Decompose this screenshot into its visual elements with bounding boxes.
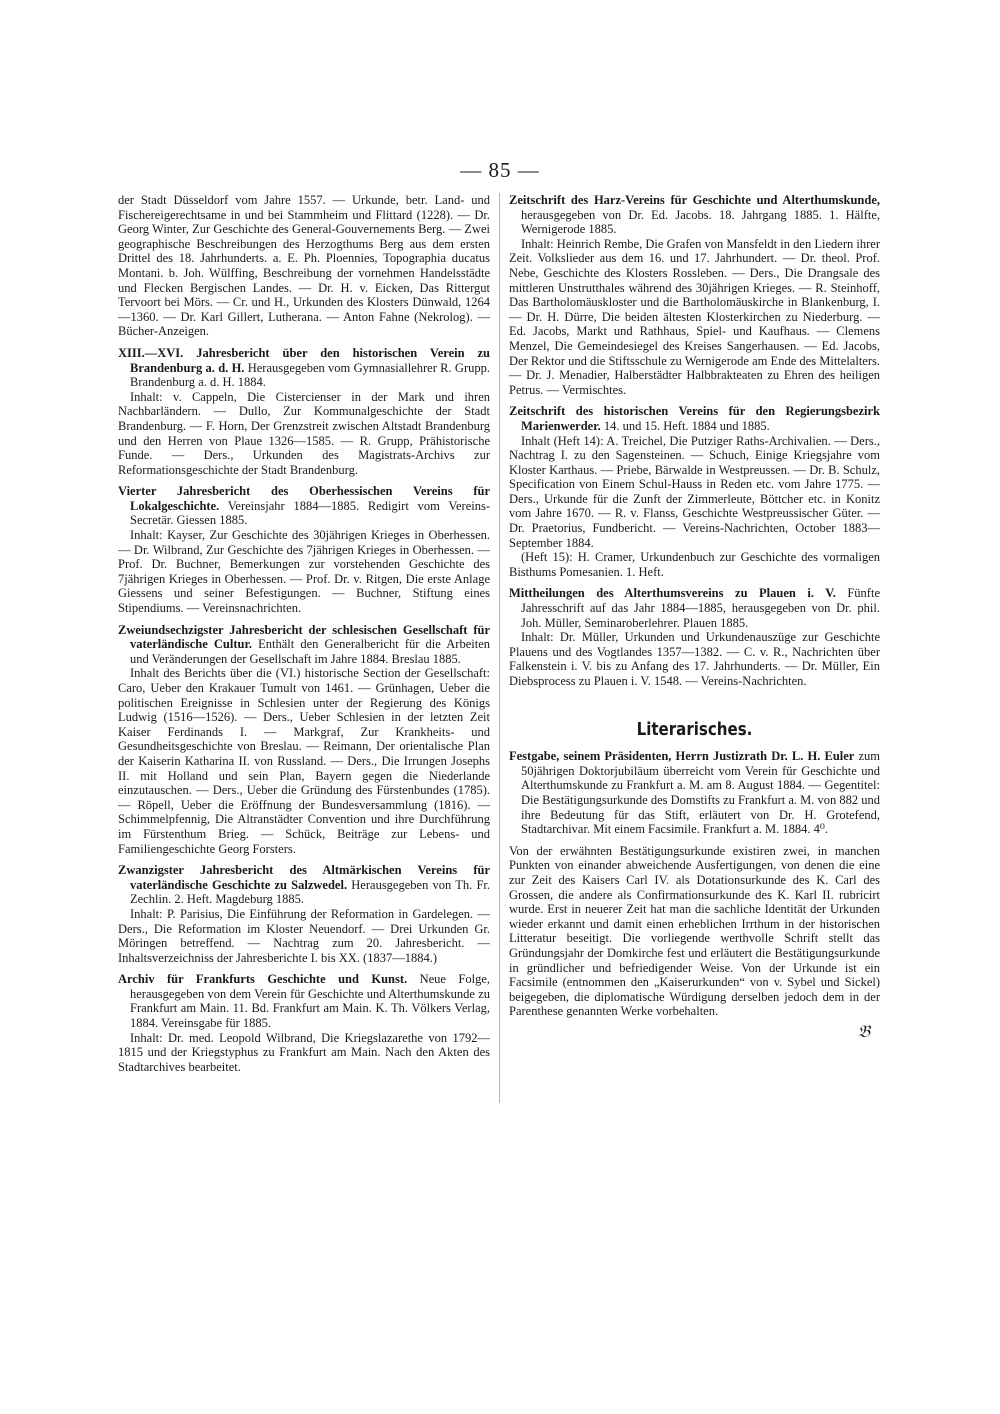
entry-inhalt: Inhalt: Dr. med. Leopold Wilbrand, Die Kriegslazarethe von 1792—1815 und der Kriegstyphus zu Frankfurt am Main. Nach den Akten des Stadtarchives bearbeitet. — [118, 1030, 490, 1074]
review-paragraph: Von der erwähnten Bestätigungsurkunde existiren zwei, in manchen Punkten von einander abweichende Ausfertigungen, von denen die eine zur Zeit des Kaisers Carl IV. als Dotationsurkunde des K. Carl des Grossen, die andere als Confirmationsurkunde des K. Karl II. rubricirt wurde. Erst in neuerer Zeit hat man die sachliche Identität der Urkunden wieder erkannt und damit einen erheblichen Irrthum in der historischen Litteratur beseitigt. Die vorliegende werthvolle Schrift stellt das Gründungsjahr der Domkirche fest und erläutert die Bestätigungsurkunde in gründlicher und befriedigender Weise. Von der Urkunde ist ein Facsimile (entnommen den „Kaiserurkunden“ von v. Sybel und Sickel) beigegeben, die diplomatische Würdigung derselben jedoch dem in der Parenthese genannten Werke vorbehalten. — [509, 843, 880, 1019]
entry-inhalt-heft-15: (Heft 15): H. Cramer, Urkundenbuch zur Geschichte des vormaligen Bisthums Pomesanien. 1. Heft. — [509, 550, 880, 579]
entry-title: XIII.—XVI. Jahresbericht über den historischen Verein zu Brandenburg a. d. H. — [118, 345, 490, 375]
page-number: — 85 — — [460, 158, 540, 182]
entry-heading — [118, 346, 490, 390]
entry-text: Fünfte Jahresschrift auf das Jahr 1884—1885, herausgegeben von Dr. phil. Joh. Müller, Seminaroberlehrer. Plauen 1885. — [521, 586, 880, 630]
entry-festgabe — [509, 749, 880, 837]
entry-title: Zeitschrift des Harz-Vereins für Geschichte und Alterthumskunde, — [509, 193, 880, 207]
entry-inhalt: Inhalt: Kayser, Zur Geschichte des 30jährigen Krieges in Oberhessen. — Dr. Wilbrand, Zur Geschichte des 7jährigen Krieges in Oberhessen. — Prof. Dr. Buchner, Bemerkungen zur vorstehenden Geschichte des 7jährigen Krieges in Oberhessen. — Prof. Dr. v. Ritgen, Die erste Anlage Giessens und seiner Befestigungen. — Buchner, Stiftung eines Stipendiums. — Vereinsnachrichten. — [118, 528, 490, 616]
entry-text: Herausgegeben vom Gymnasiallehrer R. Grupp. Brandenburg a. d. H. 1884. — [130, 360, 490, 390]
entry-heading — [509, 586, 880, 630]
entry-heading — [118, 972, 490, 1030]
entry-text: 14. und 15. Heft. 1884 und 1885. — [603, 418, 770, 433]
entry-text: zum 50jährigen Doktorjubiläum überreicht vom Verein für Geschichte und Alterthumskunde zu Frankfurt a. M. am 8. August 1884. — Gegentitel: Die Bestätigungsurkunde des Domstifts zu Frankfurt a. M. von 882 und ihre Bedeutung für das Stift, erläutert von Dr. H. Grotefend, Stadtarchivar. Mit einem Facsimile. Frankfurt a. M. 1884. 4⁰. — [521, 749, 880, 837]
signature-mark: 𝔅 — [857, 1021, 870, 1042]
entry-title: Vierter Jahresbericht des Oberhessischen Vereins für Lokalgeschichte. — [118, 484, 490, 513]
section-heading-literarisches: Literarisches. — [636, 719, 753, 740]
entry-inhalt: Inhalt: v. Cappeln, Die Cistercienser in der Mark und ihren Nachbarländern. — Dullo, Zur Kommunalgeschichte der Stadt Brandenburg. — F. Horn, Der Grenzstreit zwischen Altstadt Brandenburg und den Herren von Plaue 1326—1585. — R. Grupp, Prähistorische Funde. — Ders., Urkunden des Magistrats-Archivs zur Reformationsgeschichte der Stadt Brandenburg. — [118, 389, 490, 477]
entry-inhalt: Inhalt des Berichts über die (VI.) historische Section der Gesellschaft: Caro, Ueber den Krakauer Tumult von 1461. — Grünhagen, Ueber die politischen Ereignisse in Schlesien unter der Regierung des Königs Ludwig (1516—1526). — Ders., Ueber Schlesien in der letzten Zeit Kaiser Ferdinands I. — Markgraf, Zur Krankheits- und Gesundheitsgeschichte von Breslau. — Reimann, Der orientalische Plan der Kaiserin Katharina II. von Russland. — Ders., Die Irrungen Josephs II. mit Holland und sein Plan, Bayern gegen die Niederlande einzutauschen. — Ders., Ueber die Gründung des Fürstenbundes (1785). — Röpell, Ueber die Eröffnung der Bundesversammlung (1816). — Schimmelpfennig, Die Altranstädter Convention und ihre Durchführung im Fürstenthum Brieg. — Schück, Beiträge zur Lebens- und Familiengeschichte Georg Forsters. — [118, 666, 490, 856]
entry-title: Zweiundsechzigster Jahresbericht der schlesischen Gesellschaft für vaterländische Cultur. — [118, 622, 490, 652]
column-divider — [499, 193, 500, 1103]
entry-title: Zeitschrift des historischen Vereins für den Regierungsbezirk Marienwerder. — [509, 404, 880, 433]
entry-text: Herausgegeben von Th. Fr. Zechlin. 2. Heft. Magdeburg 1885. — [130, 877, 490, 907]
entry-brandenburg — [118, 346, 490, 477]
left-column — [118, 193, 490, 1081]
entry-title: Mittheilungen des Alterthumsvereins zu Plauen i. V. — [509, 586, 836, 601]
entry-heading — [509, 749, 880, 837]
entry-text: der Stadt Düsseldorf vom Jahre 1557. — Urkunde, betr. Land- und Fischereigerechtsame in und bei Stammheim und Flittard (1228). — Dr. Georg Winter, Zur Geschichte des General-Gouvernements Berg. — Zwei geographische Beschreibungen des Herzogthums Berg aus dem ersten Drittel des 18. Jahrhunderts. a. E. Ph. Ploennies, Topographia ducatus Montani. b. Joh. Wülffing, Beschreibung der vornehmen Handelsstädte und Flecken Bergischen Landes. — Dr. H. v. Eicken, Das Rittergut Tervoort bei Mörs. — Cr. und H., Urkunden des Klosters Dünwald, 1264—1360. — Dr. Karl Gillert, Lutherana. — Anton Fahne (Nekrolog). — Bücher-Anzeigen. — [118, 193, 490, 339]
entry-heading — [118, 484, 490, 528]
entry-title: Festgabe, seinem Präsidenten, Herrn Justizrath Dr. L. H. Euler — [509, 749, 855, 764]
entry-inhalt: Inhalt: P. Parisius, Die Einführung der Reformation in Gardelegen. — Ders., Die Reformation im Kloster Neuendorf. — Drei Urkunden Gr. Möringen betreffend. — Nachtrag zum 20. Jahresbericht. — Inhaltsverzeichniss der Jahresberichte I. bis XX. (1837—1884.) — [118, 906, 490, 965]
entry-heading — [118, 623, 490, 667]
entry-heading — [509, 404, 880, 433]
entry-text: Enthält den Generalbericht für die Arbeiten und Veränderungen der Gesellschaft im Jahre 1884. Breslau 1885. — [130, 637, 490, 666]
entry-heading — [118, 863, 490, 907]
entry-heading — [509, 193, 880, 237]
right-column — [509, 193, 880, 1042]
entry-plauen — [509, 586, 880, 688]
entry-schlesien — [118, 623, 490, 857]
entry-inhalt: Inhalt: Dr. Müller, Urkunden und Urkundenauszüge zur Geschichte Plauens und des Vogtlandes 1357—1382. — C. v. R., Nachrichten über Falkenstein i. V. bis zu Anfang des 17. Jahrhunderts. — Dr. Müller, Ein Diebsprocess zu Plauen i. V. 1548. — Vereins-Nachrichten. — [509, 630, 880, 688]
entry-harz — [509, 193, 880, 397]
entry-frankfurt — [118, 972, 490, 1074]
entry-continued — [118, 193, 490, 339]
entry-text: Neue Folge, herausgegeben von dem Verein für Geschichte und Alterthumskunde zu Frankfurt am Main. 11. Bd. Frankfurt am Main. K. Th. Völkers Verlag, 1884. Vereinsgabe für 1885. — [130, 972, 490, 1031]
entry-oberhessen — [118, 484, 490, 615]
entry-title: Archiv für Frankfurts Geschichte und Kunst. — [118, 972, 408, 987]
entry-altmark — [118, 863, 490, 965]
entry-text: Vereinsjahr 1884—1885. Redigirt vom Vereins-Secretär. Giessen 1885. — [130, 498, 490, 528]
entry-marienwerder — [509, 404, 880, 579]
entry-inhalt: Inhalt: Heinrich Rembe, Die Grafen von Mansfeldt in den Liedern ihrer Zeit. Volkslieder aus dem 16. und 17. Jahrhundert. — Dr. theol. Prof. Nebe, Geschichte des Klosters Rossleben. — Ders., Die Drangsale des mittleren Unstrutthales während des 30jährigen Krieges. — R. Steinhoff, Das Bartholomäuskloster und die Bartholomäuskirche in Blankenburg, I. — Dr. H. Dürre, Die beiden ältesten Klosterkirchen zu Niederburg. — Ed. Jacobs, Markt und Rathhaus, Spiel- und Kaufhaus. — Clemens Menzel, Die Gemeindesiegel des Kreises Sangerhausen. — Ed. Jacobs, Der Rektor und die Stiftsschule zu Wernigerode am Ende des Mittelalters. — Dr. J. Menadier, Halberstädter Halbbrakteaten zu Ehren des heiligen Petrus. — Vermischtes. — [509, 236, 880, 397]
entry-text: herausgegeben von Dr. Ed. Jacobs. 18. Jahrgang 1885. 1. Hälfte, Wernigerode 1885. — [521, 207, 880, 237]
entry-title: Zwanzigster Jahresbericht des Altmärkischen Vereins für vaterländische Geschichte zu Salzwedel. — [118, 863, 490, 892]
entry-inhalt: Inhalt (Heft 14): A. Treichel, Die Putziger Raths-Archivalien. — Ders., Nachtrag I. zu den Sagensteinen. — Schuch, Einige Kriegsjahre vom Kloster Karthaus. — Priebe, Bärwalde in Westpreussen. — Dr. B. Schulz, Specification von Einem Schul-Hauss in Reden etc. vom Jahre 1775. — Ders., Urkunde für die Zunft der Zimmerleute, Böttcher etc. in Konitz vom Jahre 1670. — R. v. Flanss, Geschichte Westpreussischer Güter. — Dr. Praetorius, Fundbericht. — Vereins-Nachrichten, October 1883—September 1884. — [509, 433, 880, 550]
